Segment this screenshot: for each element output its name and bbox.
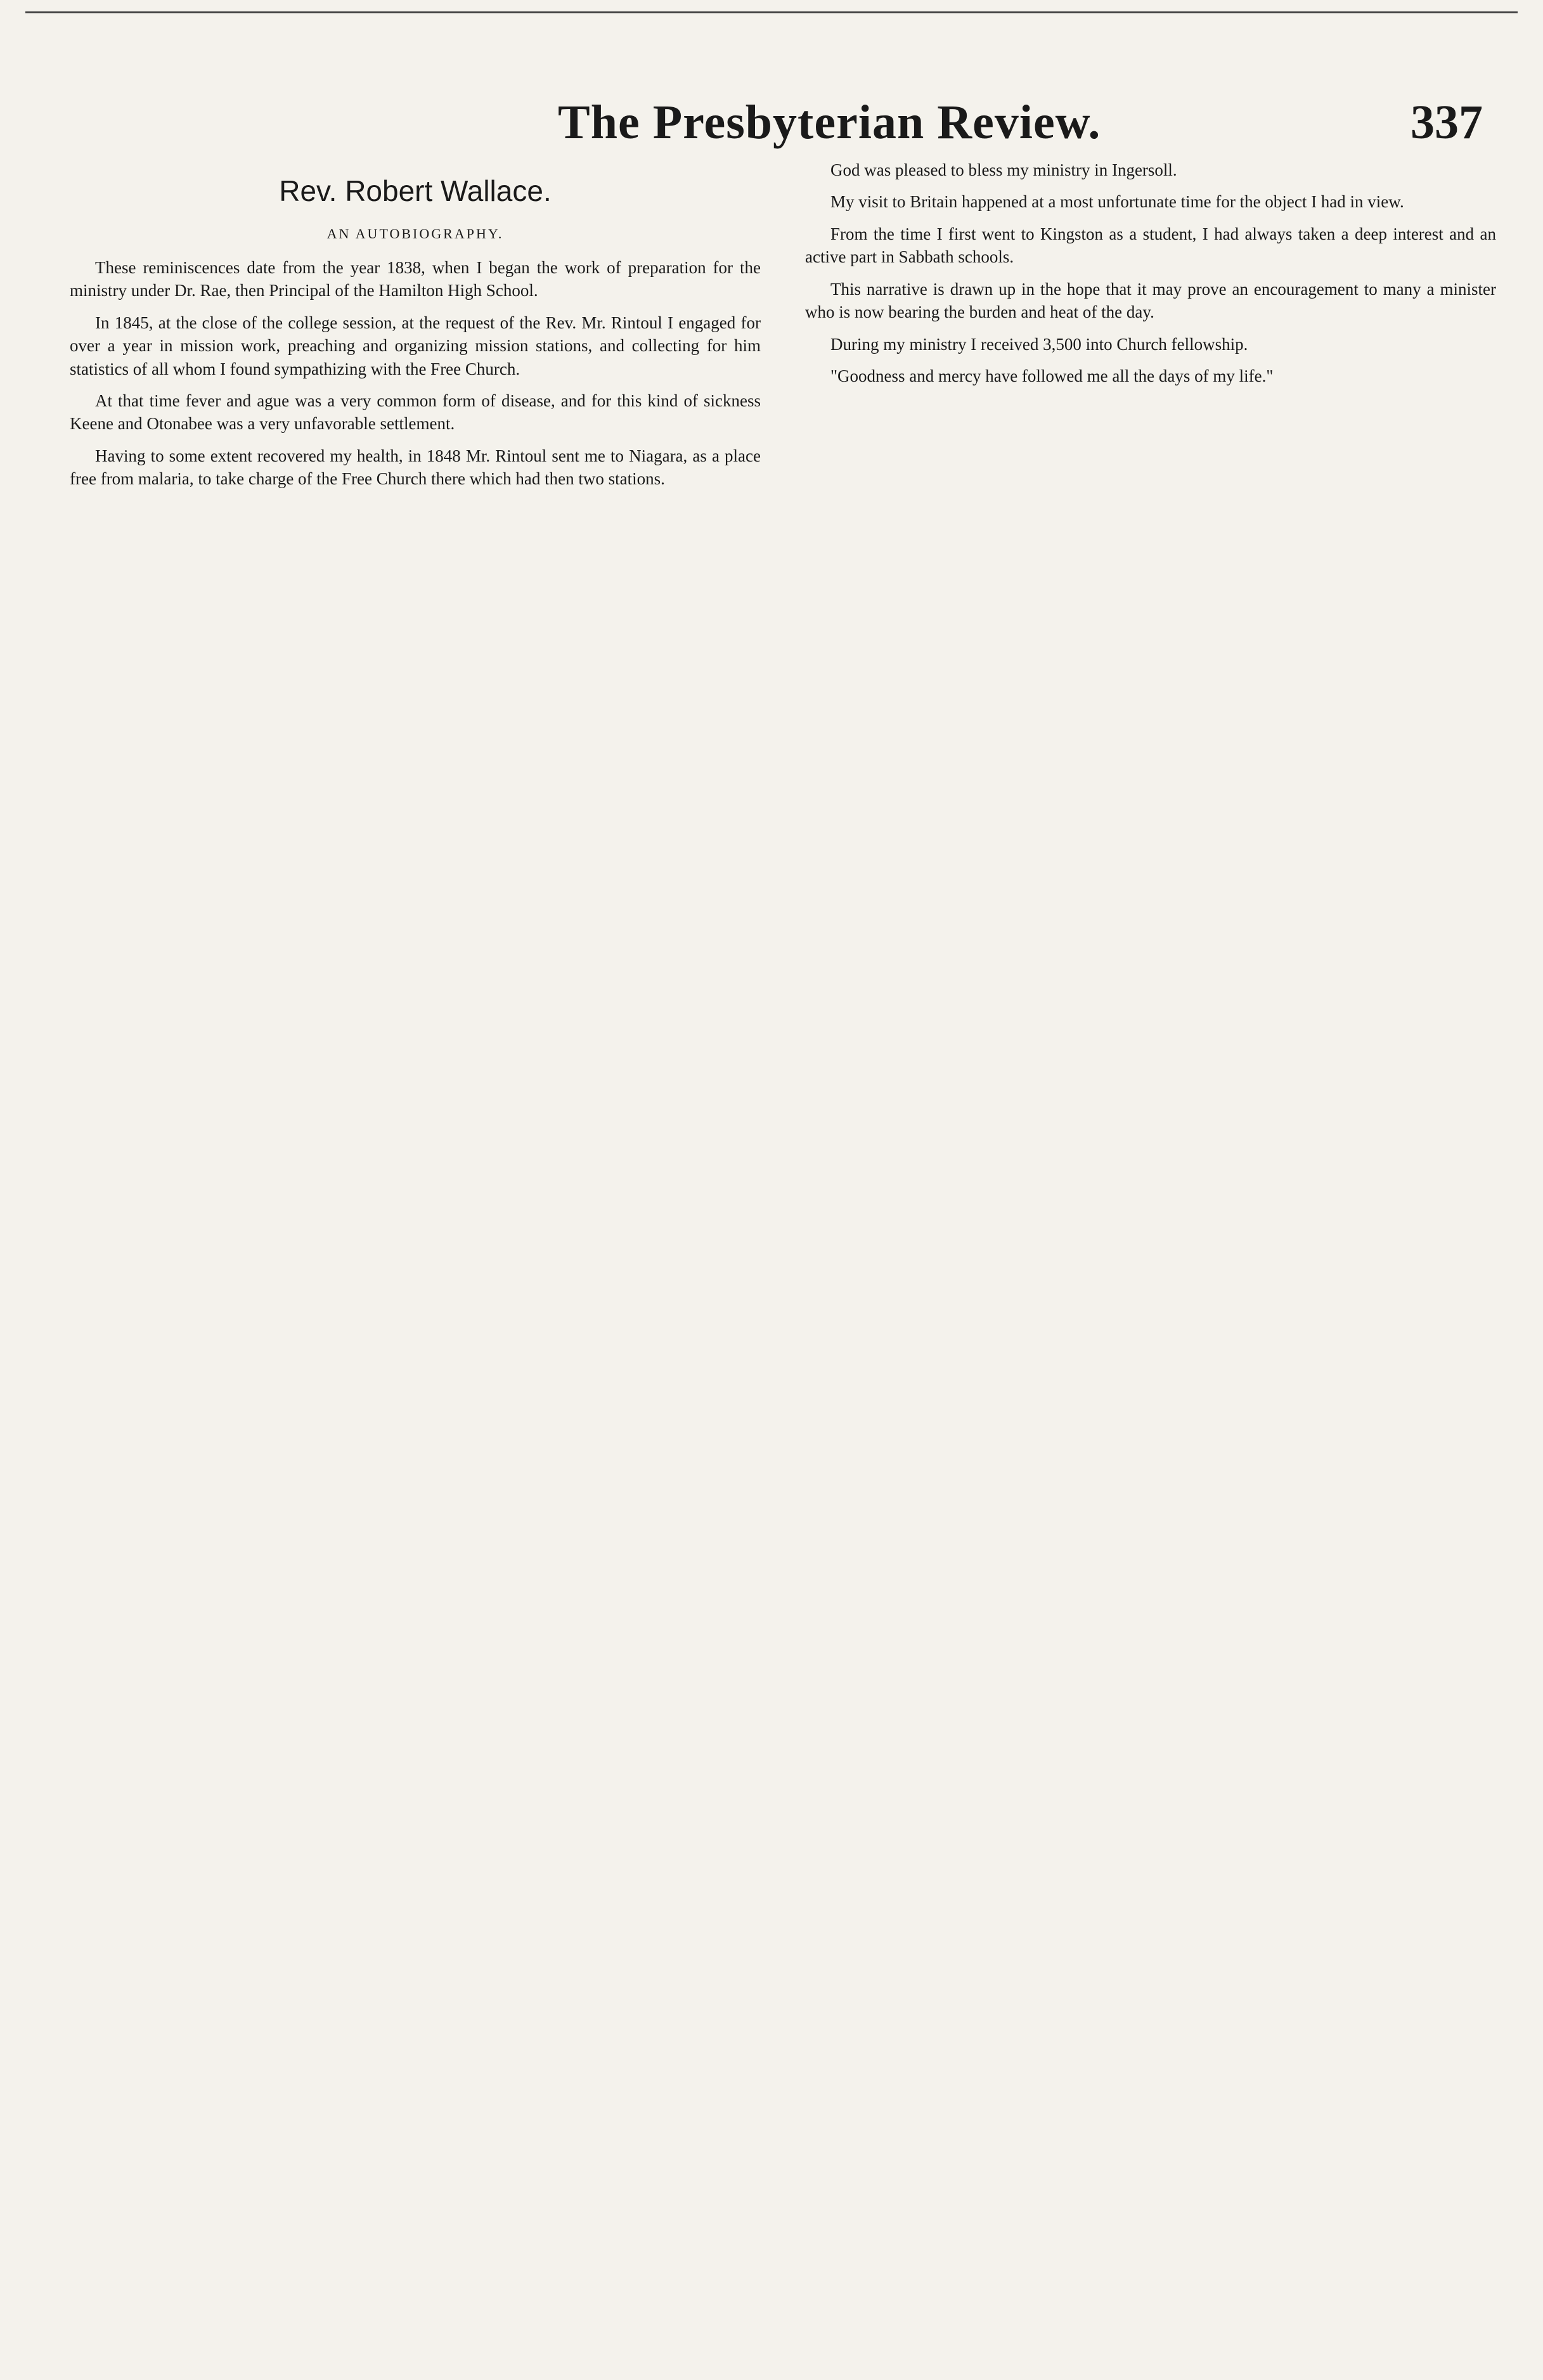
- paragraph: These reminiscences date from the year 1838, when I began the work of preparation for the ministry under Dr. Rae, then Principal of the Hamilton High School.: [70, 257, 761, 301]
- page-number: 337: [1411, 96, 1483, 149]
- paragraph: This narrative is drawn up in the hope that it may prove an encouragement to many a minister who is now bearing the burden and heat of the day.: [805, 279, 1496, 322]
- left-column: [70, 158, 761, 500]
- paragraph: At that time fever and ague was a very common form of disease, and for this kind of sickness Keene and Otonabee was a very unfavorable settlement.: [70, 391, 761, 434]
- paragraph: In 1845, at the close of the college session, at the request of the Rev. Mr. Rintoul I engaged for over a year in mission work, preaching and organizing mission stations, and collecting for him statistics of all whom I found sympathizing with the Free Church.: [70, 313, 761, 378]
- paragraph: "Goodness and mercy have followed me all the days of my life.": [830, 366, 1274, 386]
- article-subtitle: AN AUTOBIOGRAPHY.: [326, 226, 504, 242]
- masthead: The Presbyterian Review.: [558, 96, 1101, 149]
- paragraph: During my ministry I received 3,500 into Church fellowship.: [830, 334, 1248, 354]
- paragraph: God was pleased to bless my ministry in Ingersoll.: [830, 160, 1177, 179]
- paragraph: Having to some extent recovered my health, in 1848 Mr. Rintoul sent me to Niagara, as a place free from malaria, to take charge of the Free Church there which had then two stations.: [70, 446, 761, 489]
- right-column: [805, 158, 1496, 397]
- paragraph: My visit to Britain happened at a most unfortunate time for the object I had in view.: [830, 192, 1404, 212]
- article-title: Rev. Robert Wallace.: [279, 174, 552, 207]
- paragraph: From the time I first went to Kingston as a student, I had always taken a deep interest and an active part in Sabbath schools.: [805, 224, 1496, 267]
- top-rule: [25, 11, 1518, 13]
